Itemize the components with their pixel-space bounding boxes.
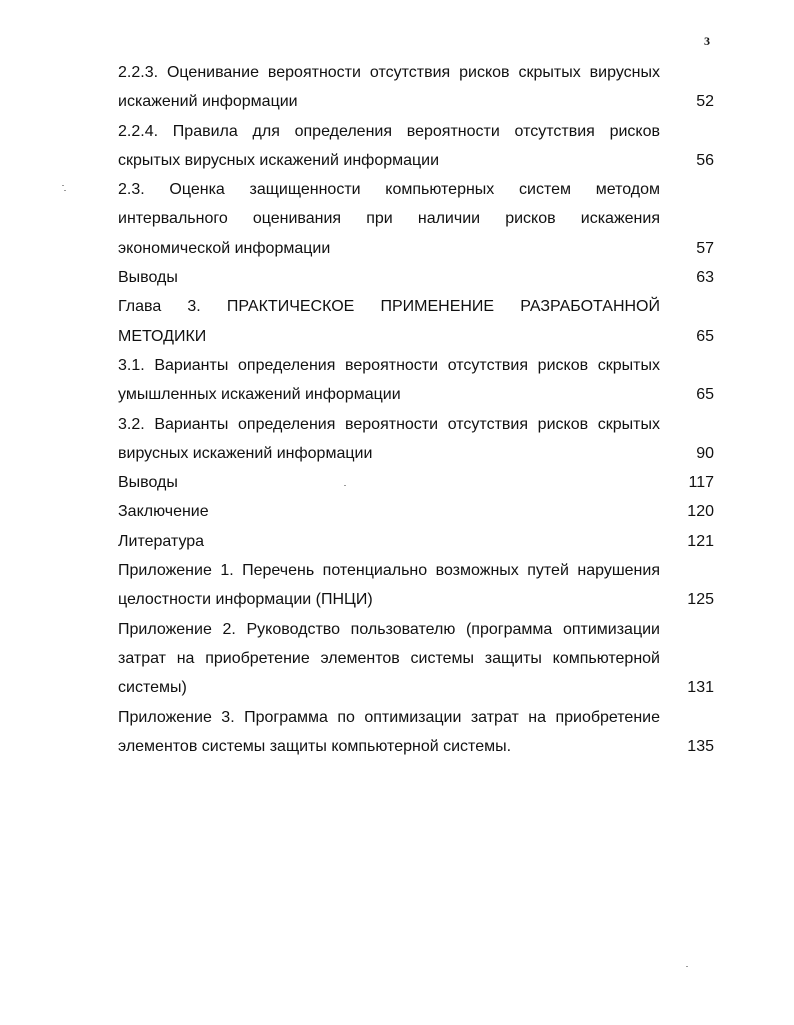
toc-entry-page: 131 <box>687 679 714 697</box>
toc-entry-page: 121 <box>687 532 714 550</box>
scan-speck <box>62 185 64 186</box>
toc-entry <box>118 527 714 556</box>
toc-entry <box>118 556 714 615</box>
toc-entry-title: Глава 3. ПРАКТИЧЕСКОЕ ПРИМЕНЕНИЕ РАЗРАБОТАННОЙ МЕТОДИКИ <box>118 298 660 345</box>
toc-entry-title: 3.2. Варианты определения вероятности отсутствия рисков скрытых вирусных искажений информации <box>118 415 660 462</box>
toc-entry-page: 125 <box>687 591 714 609</box>
toc-entry-page: 56 <box>696 151 714 169</box>
toc-entry <box>118 292 714 351</box>
toc-entry-page: 120 <box>687 503 714 521</box>
toc-entry <box>118 263 714 292</box>
table-of-contents <box>118 58 714 761</box>
toc-entry <box>118 468 714 497</box>
toc-entry <box>118 497 714 526</box>
toc-entry-page: 117 <box>688 474 714 492</box>
toc-entry <box>118 175 714 263</box>
toc-entry-page: 65 <box>696 386 714 404</box>
toc-entry-title: 2.3. Оценка защищенности компьютерных систем методом интервального оценивания при наличии рисков искажения экономической информации <box>118 181 660 257</box>
toc-entry-title: Выводы <box>118 269 178 287</box>
toc-entry-page: 63 <box>696 269 714 287</box>
toc-entry-page: 135 <box>687 737 714 755</box>
toc-entry-page: 52 <box>696 93 714 111</box>
toc-entry-title: 2.2.4. Правила для определения вероятности отсутствия рисков скрытых вирусных искажений информации <box>118 122 660 169</box>
toc-entry <box>118 117 714 176</box>
toc-entry <box>118 615 714 703</box>
toc-entry-title: Литература <box>118 532 205 550</box>
toc-entry-title: 2.2.3. Оценивание вероятности отсутствия рисков скрытых вирусных искажений информации <box>118 64 660 111</box>
scan-speck <box>344 485 346 486</box>
toc-entry-title: Приложение 3. Программа по оптимизации затрат на приобретение элементов системы защиты компьютерной системы. <box>118 708 660 755</box>
toc-entry <box>118 703 714 762</box>
toc-entry <box>118 410 714 469</box>
scan-speck <box>686 966 688 967</box>
toc-entry-page: 57 <box>696 239 714 257</box>
toc-entry-title: Заключение <box>118 503 209 521</box>
toc-entry-title: Приложение 1. Перечень потенциально возможных путей нарушения целостности информации (ПНЦИ) <box>118 562 660 609</box>
toc-entry-title: 3.1. Варианты определения вероятности отсутствия рисков скрытых умышленных искажений информации <box>118 356 660 404</box>
toc-entry <box>118 351 714 410</box>
toc-entry-page: 65 <box>696 327 714 345</box>
toc-entry-page: 90 <box>696 444 714 462</box>
toc-entry <box>118 58 714 117</box>
toc-entry-title: Выводы <box>118 474 178 492</box>
toc-entry-title: Приложение 2. Руководство пользователю (программа оптимизации затрат на приобретение элементов системы защиты компьютерной системы) <box>118 620 660 697</box>
scan-speck <box>64 190 66 191</box>
page-number: 3 <box>704 34 710 48</box>
